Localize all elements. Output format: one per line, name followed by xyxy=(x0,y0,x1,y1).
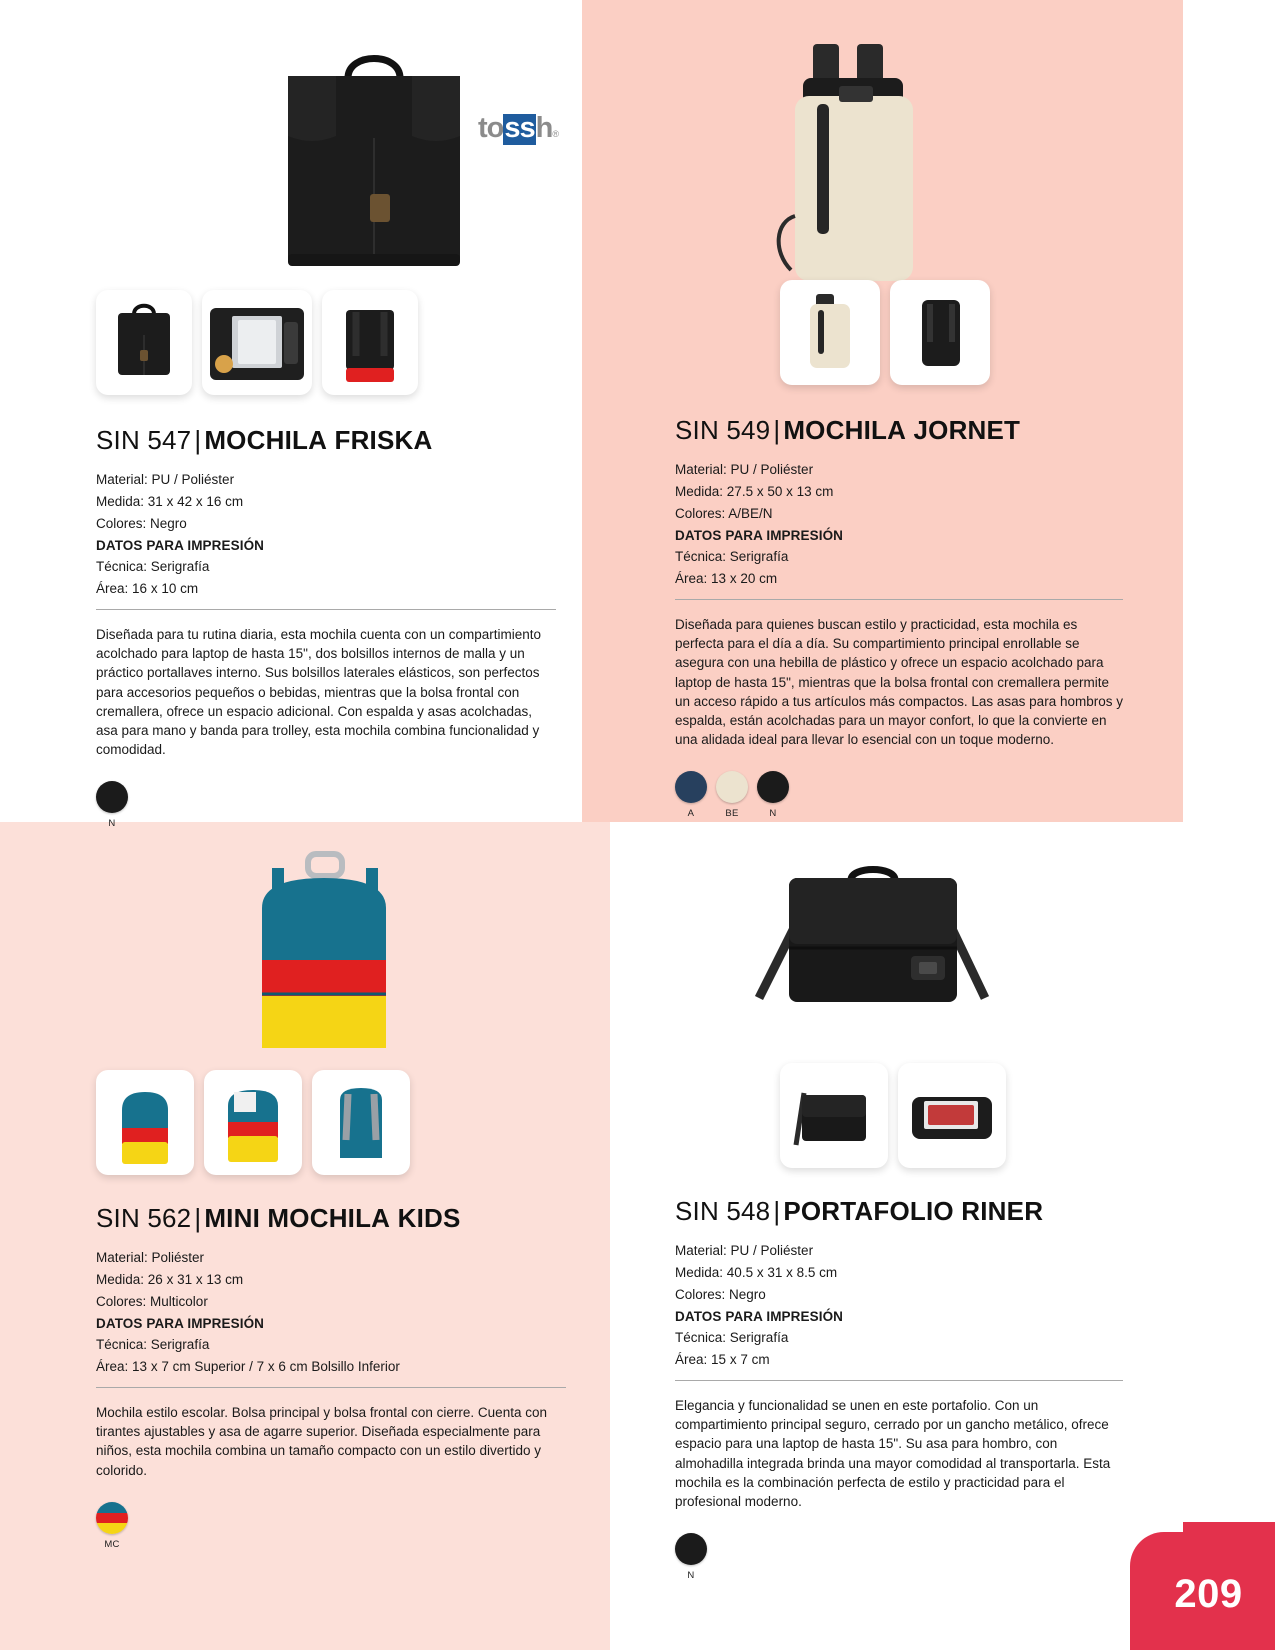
bag-thumb-back-icon xyxy=(322,290,418,395)
spec-area-value: 16 x 10 cm xyxy=(132,581,199,597)
color-swatches-friska xyxy=(96,781,556,829)
hero-image-friska xyxy=(96,22,556,290)
product-sku: SIN 549 xyxy=(675,415,771,445)
spec-tecnica-value: Serigrafía xyxy=(729,549,789,565)
spec-tecnica xyxy=(675,546,1123,568)
spec-medida-value: 26 x 31 x 13 cm xyxy=(147,1271,244,1287)
page-number: 209 xyxy=(1174,1571,1243,1616)
thumbnail-strip-friska xyxy=(96,290,556,395)
bag-thumb-front-icon xyxy=(96,1070,194,1175)
color-swatch-n[interactable] xyxy=(757,771,789,803)
bag-thumb-interior-icon xyxy=(898,1063,1006,1168)
thumbnail-front-view[interactable] xyxy=(96,290,192,395)
thumbnail-open-view[interactable] xyxy=(204,1070,302,1175)
thumbnail-interior-view[interactable] xyxy=(898,1063,1006,1168)
spec-medida-label: Medida: xyxy=(675,483,724,499)
spec-material-label: Material: xyxy=(675,1243,727,1258)
title-separator: | xyxy=(194,1203,202,1233)
divider xyxy=(675,1380,1123,1381)
spec-medida-label: Medida: xyxy=(96,493,145,509)
spec-medida-value: 27.5 x 50 x 13 cm xyxy=(726,483,834,499)
logo-part-3: h xyxy=(535,112,553,144)
hero-image-jornet xyxy=(675,22,1123,280)
bag-thumb-side-icon xyxy=(780,1063,888,1168)
logo-part-2: ss xyxy=(504,112,535,144)
bag-thumb-interior-icon xyxy=(202,290,312,395)
spec-tecnica xyxy=(675,1327,1123,1349)
spec-colores-label: Colores: xyxy=(675,505,726,521)
spec-tecnica-value: Serigrafía xyxy=(150,559,210,575)
spec-colores-value: A/BE/N xyxy=(728,505,773,521)
spec-area xyxy=(675,568,1123,590)
thumbnail-side-view[interactable] xyxy=(780,1063,888,1168)
thumbnail-front-view[interactable] xyxy=(96,1070,194,1175)
spec-medida-label: Medida: xyxy=(675,1264,724,1280)
product-name-light: PORTAFOLIO xyxy=(783,1196,954,1226)
product-sku: SIN 562 xyxy=(96,1203,192,1233)
bag-illustration-kids xyxy=(216,848,446,1078)
divider xyxy=(96,1387,566,1388)
product-name-light: MOCHILA xyxy=(783,415,907,445)
bag-thumb-back-icon xyxy=(890,280,990,385)
swatch-label: N xyxy=(687,1570,695,1582)
spec-colores-value: Multicolor xyxy=(150,1293,208,1309)
bag-thumb-open-icon xyxy=(204,1070,302,1175)
swatch-label: BE xyxy=(725,808,739,820)
spec-colores-label: Colores: xyxy=(96,515,147,531)
spec-tecnica-label: Técnica: xyxy=(96,1337,148,1353)
spec-area-label: Área: xyxy=(675,571,708,587)
hero-image-riner xyxy=(675,848,1123,1063)
swatch-item[interactable] xyxy=(96,781,128,829)
spec-material-label: Material: xyxy=(96,1250,148,1265)
spec-medida xyxy=(96,491,556,513)
thumbnail-front-view[interactable] xyxy=(780,280,880,385)
color-swatch-be[interactable] xyxy=(716,771,748,803)
spec-material-label: Material: xyxy=(96,472,148,487)
spec-colores xyxy=(675,503,1123,525)
spec-area-label: Área: xyxy=(96,581,129,597)
bag-thumb-back-icon xyxy=(312,1070,410,1175)
print-data-header: DATOS PARA IMPRESIÓN xyxy=(675,1308,844,1324)
swatch-item[interactable] xyxy=(716,771,748,819)
spec-colores xyxy=(96,513,556,535)
spec-colores-label: Colores: xyxy=(96,1293,147,1309)
logo-part-1: to xyxy=(478,112,504,144)
spec-colores-label: Colores: xyxy=(675,1286,726,1302)
title-separator: | xyxy=(773,1196,781,1226)
product-name-bold: RINER xyxy=(961,1196,1044,1226)
color-swatch-mc[interactable] xyxy=(96,1502,128,1534)
title-separator: | xyxy=(194,425,202,455)
spec-tecnica-label: Técnica: xyxy=(675,1330,727,1346)
spec-list-kids xyxy=(96,1247,566,1378)
print-data-header: DATOS PARA IMPRESIÓN xyxy=(96,1315,265,1331)
thumbnail-strip-riner xyxy=(780,1063,1123,1168)
product-description-riner: Elegancia y funcionalidad se unen en este portafolio. Con un compartimiento principal seguro, cerrado por un gancho metálico, ofrece espacio para una laptop de hasta 15". Su asa para hombro, con almohadilla integrada brinda una mayor comodidad al transportarla. Esta mochila es la combinación perfecta de estilo y practicidad para el profesional moderno. xyxy=(675,1398,1111,1509)
divider xyxy=(96,609,556,610)
spec-colores xyxy=(96,1291,566,1313)
print-data-header: DATOS PARA IMPRESIÓN xyxy=(96,537,265,553)
spec-medida xyxy=(675,1262,1123,1284)
thumbnail-back-view[interactable] xyxy=(890,280,990,385)
thumbnail-back-view[interactable] xyxy=(322,290,418,395)
color-swatch-n[interactable] xyxy=(96,781,128,813)
product-title-friska xyxy=(96,425,556,456)
spec-material xyxy=(675,459,1123,481)
thumbnail-strip-kids xyxy=(96,1070,566,1175)
swatch-item[interactable] xyxy=(96,1502,128,1550)
swatch-item[interactable] xyxy=(675,771,707,819)
spec-list-friska xyxy=(96,469,556,600)
spec-tecnica-label: Técnica: xyxy=(96,559,148,575)
spec-material xyxy=(96,469,556,491)
spec-tecnica-value: Serigrafía xyxy=(150,1337,210,1353)
swatch-label: N xyxy=(108,818,116,830)
swatch-item[interactable] xyxy=(675,1533,707,1581)
spec-colores-value: Negro xyxy=(729,1286,766,1302)
spec-list-jornet xyxy=(675,459,1123,590)
product-card-kids xyxy=(96,848,566,1550)
spec-area-value: 13 x 20 cm xyxy=(711,571,778,587)
spec-medida-value: 40.5 x 31 x 8.5 cm xyxy=(726,1264,838,1280)
spec-material-value: Poliéster xyxy=(151,1250,205,1265)
product-description-jornet: Diseñada para quienes buscan estilo y practicidad, esta mochila es perfecta para el día a día. Su compartimiento principal enrollable se asegura con una hebilla de plástico y ofrece un espacio acolchado para laptop de hasta 15", mientras que la bolsa frontal con cremallera permite un acceso rápido a tus artículos más compactos. Las asas para hombros y espalda, están acolchadas para un mayor confort, lo que la convierte en una alidada ideal para llevar lo esencial con un toque moderno. xyxy=(675,617,1123,748)
spec-material-label: Material: xyxy=(675,462,727,477)
thumbnail-back-view[interactable] xyxy=(312,1070,410,1175)
spec-area xyxy=(96,578,556,600)
divider xyxy=(675,599,1123,600)
color-swatch-n[interactable] xyxy=(675,1533,707,1565)
product-title-kids xyxy=(96,1203,566,1234)
product-title-riner xyxy=(675,1196,1123,1227)
bag-illustration-jornet xyxy=(747,26,967,291)
product-description-friska: Diseñada para tu rutina diaria, esta mochila cuenta con un compartimiento acolchado para laptop de hasta 15", dos bolsillos internos de malla y un práctico portallaves interno. Sus bolsillos laterales elásticos, son perfectos para accesorios pequeños o bebidas, mientras que la bolsa frontal con cremallera, ofrece un espacio adicional. Con espalda y asas acolchadas, asa para mano y banda para trolley, esta mochila combina funcionalidad y comodidad. xyxy=(96,627,541,758)
spec-area-value: 13 x 7 cm Superior / 7 x 6 cm Bolsillo Inferior xyxy=(132,1359,400,1375)
print-data-header: DATOS PARA IMPRESIÓN xyxy=(675,527,844,543)
product-card-jornet xyxy=(675,22,1123,819)
product-name-bold: KIDS xyxy=(397,1203,461,1233)
swatch-item[interactable] xyxy=(757,771,789,819)
spec-medida-label: Medida: xyxy=(96,1271,145,1287)
thumbnail-strip-jornet xyxy=(780,280,1123,385)
spec-material-value: PU / Poliéster xyxy=(151,472,235,487)
bag-thumb-front-icon xyxy=(780,280,880,385)
spec-material xyxy=(675,1240,1123,1262)
bag-illustration-riner xyxy=(723,848,1023,1068)
bag-thumb-front-icon xyxy=(96,290,192,395)
product-card-riner xyxy=(675,848,1123,1581)
product-sku: SIN 547 xyxy=(96,425,192,455)
color-swatches-jornet xyxy=(675,771,1123,819)
logo-trademark: ® xyxy=(552,129,558,139)
product-card-friska xyxy=(96,22,556,829)
spec-material xyxy=(96,1247,566,1269)
product-name-bold: JORNET xyxy=(913,415,1021,445)
spec-list-riner xyxy=(675,1240,1123,1371)
bag-illustration-friska xyxy=(244,26,504,291)
product-name-light: MINI MOCHILA xyxy=(204,1203,391,1233)
product-sku: SIN 548 xyxy=(675,1196,771,1226)
swatch-label: MC xyxy=(104,1538,120,1550)
spec-tecnica-label: Técnica: xyxy=(675,549,727,565)
page-edge-inner xyxy=(1183,0,1275,1522)
spec-area-value: 15 x 7 cm xyxy=(711,1352,770,1368)
spec-area-label: Área: xyxy=(96,1359,129,1375)
spec-medida-value: 31 x 42 x 16 cm xyxy=(147,493,244,509)
color-swatch-a[interactable] xyxy=(675,771,707,803)
page-number-badge xyxy=(1130,1532,1275,1650)
swatch-label: A xyxy=(687,808,695,820)
spec-tecnica xyxy=(96,556,556,578)
spec-area xyxy=(675,1349,1123,1371)
product-title-jornet xyxy=(675,415,1123,446)
spec-medida xyxy=(675,481,1123,503)
spec-colores-value: Negro xyxy=(150,515,187,531)
spec-colores xyxy=(675,1284,1123,1306)
thumbnail-interior-view[interactable] xyxy=(202,290,312,395)
title-separator: | xyxy=(773,415,781,445)
spec-tecnica-value: Serigrafía xyxy=(729,1330,789,1346)
spec-area-label: Área: xyxy=(675,1352,708,1368)
color-swatches-kids xyxy=(96,1502,566,1550)
spec-material-value: PU / Poliéster xyxy=(730,1243,814,1258)
spec-material-value: PU / Poliéster xyxy=(730,462,814,477)
product-name-light: MOCHILA xyxy=(204,425,328,455)
spec-area xyxy=(96,1356,566,1378)
product-name-bold: FRISKA xyxy=(334,425,433,455)
swatch-label: N xyxy=(769,808,777,820)
hero-image-kids xyxy=(96,848,566,1070)
spec-tecnica xyxy=(96,1334,566,1356)
color-swatches-riner xyxy=(675,1533,1123,1581)
spec-medida xyxy=(96,1269,566,1291)
product-description-kids: Mochila estilo escolar. Bolsa principal y bolsa frontal con cierre. Cuenta con tirantes ajustables y asa de agarre superior. Diseñada especialmente para niños, esta mochila combina un tamaño compacto con un estilo divertido y colorido. xyxy=(96,1405,547,1478)
